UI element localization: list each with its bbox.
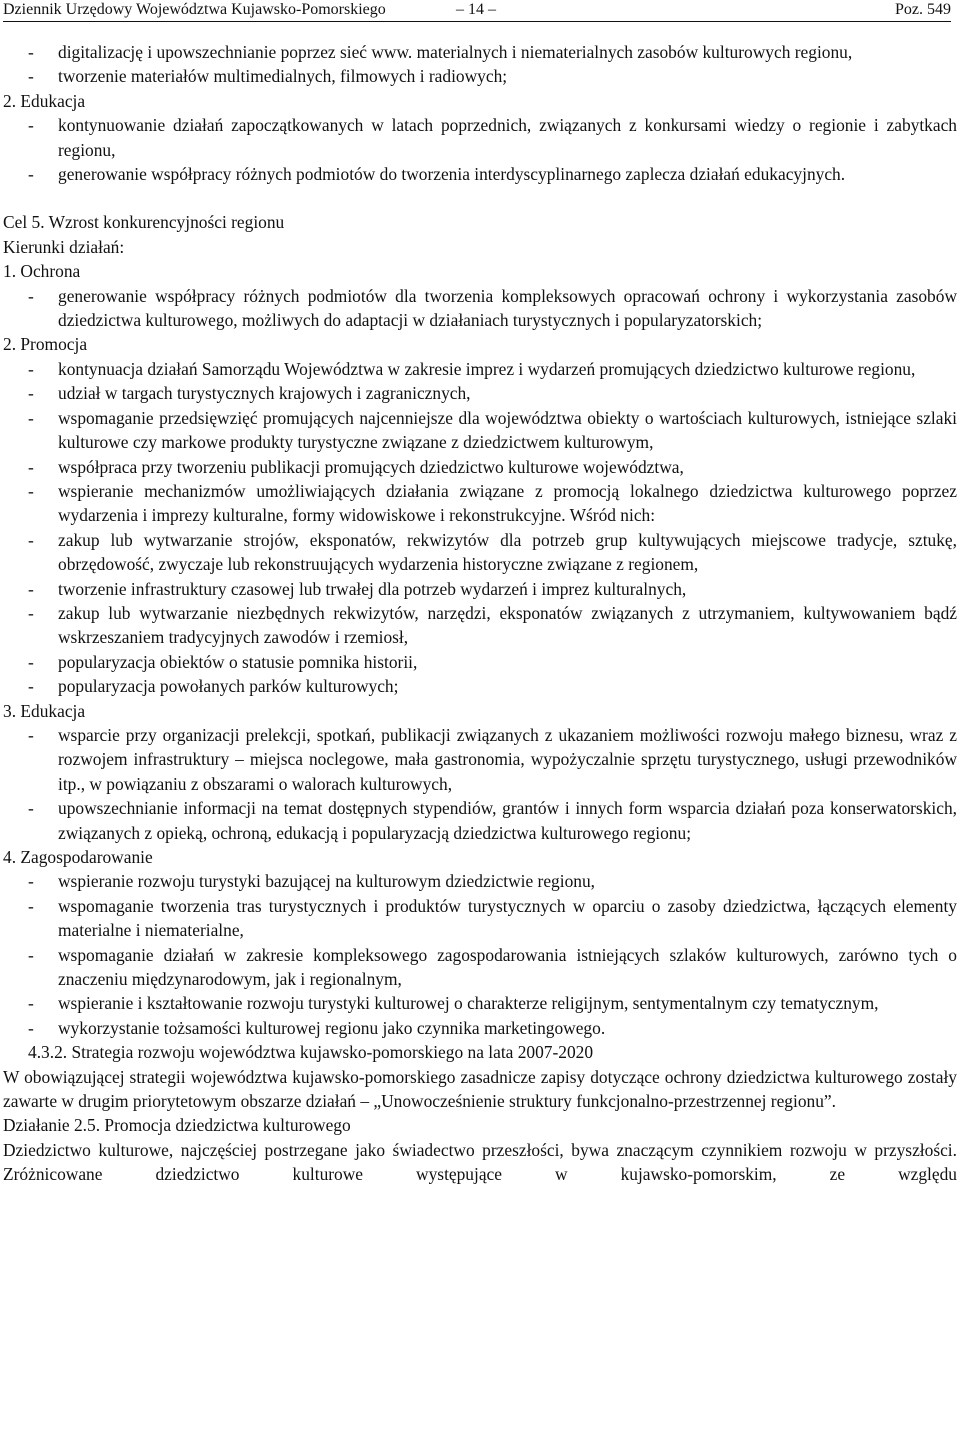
position-number: Poz. 549 bbox=[895, 1, 951, 18]
list-bullet: - bbox=[28, 944, 34, 965]
list-item-text: wykorzystanie tożsamości kulturowej regionu jako czynnika marketingowego. bbox=[58, 1017, 606, 1038]
list-item-text: digitalizację i upowszechnianie poprzez sieć www. materialnych i niematerialnych zasobów kulturowych regionu, bbox=[58, 42, 853, 62]
list-item bbox=[3, 113, 957, 162]
list-item bbox=[3, 869, 957, 893]
list-item bbox=[3, 601, 957, 650]
header-rule bbox=[3, 21, 951, 22]
list-item bbox=[3, 357, 957, 381]
list-item-text: wspieranie rozwoju turystyki bazującej na kulturowym dziedzictwie regionu, bbox=[58, 871, 596, 892]
heading: 2. Promocja bbox=[3, 334, 88, 355]
list-bullet: - bbox=[28, 798, 34, 819]
list-bullet: - bbox=[28, 285, 34, 306]
list-bullet: - bbox=[28, 651, 34, 672]
list-bullet: - bbox=[28, 407, 34, 428]
list-item bbox=[3, 406, 957, 455]
list-bullet: - bbox=[28, 1017, 34, 1038]
list-bullet: - bbox=[28, 529, 34, 550]
list-item bbox=[3, 64, 957, 88]
heading: 4. Zagospodarowanie bbox=[3, 847, 153, 867]
list-item bbox=[3, 40, 957, 64]
heading: 2. Edukacja bbox=[3, 90, 86, 111]
list-item-text: upowszechnianie informacji na temat dostępnych stypendiów, grantów i innych form wsparcia działań poza konserwatorskich, związanych z opieką, ochroną, edukacją i popularyzacją dziedzictwa kulturowego regionu; bbox=[58, 798, 957, 843]
list-bullet: - bbox=[28, 456, 34, 477]
list-item-text: generowanie współpracy różnych podmiotów dla tworzenia kompleksowych opracowań ochrony i wykorzystania zasobów dziedzictwa kulturowego, możliwych do adaptacji w działaniach turystycznych i popularyzatorskich; bbox=[58, 285, 957, 331]
list-item-text: zakup lub wytwarzanie niezbędnych rekwizytów, narzędzi, eksponatów związanych z utrzymaniem, kultywowaniem bądź wskrzeszaniem tradycyjnych zawodów i rzemiosł, bbox=[58, 602, 957, 648]
list-item-text: współpraca przy tworzeniu publikacji promujących dziedzictwo kulturowe województwa, bbox=[58, 456, 684, 477]
list-bullet: - bbox=[28, 871, 34, 892]
list-item-text: generowanie współpracy różnych podmiotów do tworzenia interdyscyplinarnego zaplecza działań edukacyjnych. bbox=[58, 164, 846, 185]
list-bullet: - bbox=[28, 602, 34, 623]
list-bullet: - bbox=[28, 42, 34, 62]
list-item-text: zakup lub wytwarzanie strojów, eksponatów, rekwizytów dla potrzeb grup kultywujących miejscowe tradycje, sztukę, obrzędowość, zwyczaje lub rekonstruujących wydarzenia historyczne związane z regionem, bbox=[58, 529, 957, 575]
list-item bbox=[3, 943, 957, 992]
heading: 4.3.2. Strategia rozwoju województwa kujawsko-pomorskiego na lata 2007-2020 bbox=[28, 1042, 594, 1063]
paragraph: Dziedzictwo kulturowe, najczęściej postrzegane jako świadectwo przeszłości, bywa znaczącym czynnikiem rozwoju w przyszłości. Zróżnicowane dziedzictwo kulturowe występujące w kujawsko-pomorskim, ze względu bbox=[3, 1139, 957, 1185]
list-item bbox=[3, 650, 957, 674]
list-item-text: wspomaganie tworzenia tras turystycznych i produktów turystycznych w oparciu o zasoby dziedzictwa, łączących elementy materialne i niematerialne, bbox=[58, 895, 957, 941]
list-item bbox=[3, 577, 957, 601]
list-item bbox=[3, 1016, 957, 1040]
list-item-text: kontynuowanie działań zapoczątkowanych w latach poprzednich, związanych z konkursami wiedzy o regionie i zabytkach regionu, bbox=[58, 115, 957, 160]
list-item bbox=[3, 381, 957, 405]
spacer bbox=[3, 186, 957, 210]
paragraph: W obowiązującej strategii województwa kujawsko-pomorskiego zasadnicze zapisy dotyczące ochrony dziedzictwa kulturowego zostały zawarte w drugim priorytetowym obszarze działań – „Unowocześnienie struktury funkcjonalno-przestrzennej regionu”. bbox=[3, 1066, 957, 1112]
list-bullet: - bbox=[28, 66, 34, 87]
list-bullet: - bbox=[28, 480, 34, 501]
list-item-text: wspieranie mechanizmów umożliwiających działania związane z promocją lokalnego dziedzictwa kulturowego poprzez wydarzenia i imprezy kulturalne, formy widowiskowe i rekonstrukcyjne. Wśród nich: bbox=[58, 480, 957, 526]
list-item-text: popularyzacja obiektów o statusie pomnika historii, bbox=[58, 651, 418, 672]
heading: Działanie 2.5. Promocja dziedzictwa kulturowego bbox=[3, 1115, 351, 1136]
list-item-text: popularyzacja powołanych parków kulturowych; bbox=[58, 676, 399, 697]
list-bullet: - bbox=[28, 895, 34, 916]
list-bullet: - bbox=[28, 383, 34, 404]
list-bullet: - bbox=[28, 164, 34, 185]
list-item-text: wsparcie przy organizacji prelekcji, spotkań, publikacji związanych z ukazaniem możliwości rozwoju małego biznesu, wraz z rozwojem infrastruktury – miejsca noclegowe, mała gastronomia, wypożyczalnie sprzętu turystycznego, usługi przewodników itp., w powiązaniu z obszarami o walorach kulturowych, bbox=[58, 724, 957, 794]
list-bullet: - bbox=[28, 358, 34, 379]
document-body bbox=[3, 40, 957, 1187]
list-item-text: tworzenie materiałów multimedialnych, filmowych i radiowych; bbox=[58, 66, 508, 87]
list-item bbox=[3, 674, 957, 698]
list-bullet: - bbox=[28, 578, 34, 599]
journal-title: Dziennik Urzędowy Województwa Kujawsko-Pomorskiego bbox=[3, 1, 386, 18]
list-item bbox=[3, 479, 957, 528]
list-item bbox=[3, 162, 957, 186]
list-item-text: wspomaganie działań w zakresie kompleksowego zagospodarowania istniejących szlaków kulturowych, zarówno tych o znaczeniu międzynarodowym, jak i regionalnym, bbox=[58, 944, 957, 990]
page-number: – 14 – bbox=[456, 1, 496, 18]
list-item bbox=[3, 284, 957, 333]
list-item bbox=[3, 991, 957, 1015]
heading: 1. Ochrona bbox=[3, 261, 81, 282]
list-item bbox=[3, 528, 957, 577]
list-bullet: - bbox=[28, 676, 34, 697]
list-item bbox=[3, 455, 957, 479]
list-item-text: tworzenie infrastruktury czasowej lub trwałej dla potrzeb wydarzeń i imprez kulturalnych, bbox=[58, 578, 687, 599]
list-item-text: wspieranie i kształtowanie rozwoju turystyki kulturowej o charakterze religijnym, sentymentalnym czy tematycznym, bbox=[58, 993, 879, 1014]
page-header bbox=[3, 0, 951, 20]
heading: Kierunki działań: bbox=[3, 236, 125, 257]
list-item-text: kontynuacja działań Samorządu Województwa w zakresie imprez i wydarzeń promujących dziedzictwo kulturowe regionu, bbox=[58, 358, 916, 379]
list-item-text: wspomaganie przedsięwzięć promujących najcenniejsze dla województwa obiekty o wartościach kulturowych, istniejące szlaki kulturowe czy markowe produkty turystyczne związane z dziedzictwem kulturowym, bbox=[58, 407, 957, 453]
list-item bbox=[3, 723, 957, 796]
list-bullet: - bbox=[28, 115, 34, 136]
list-item-text: udział w targach turystycznych krajowych i zagranicznych, bbox=[58, 383, 471, 404]
heading: Cel 5. Wzrost konkurencyjności regionu bbox=[3, 212, 285, 233]
list-bullet: - bbox=[28, 993, 34, 1014]
heading: 3. Edukacja bbox=[3, 700, 86, 721]
list-item bbox=[3, 894, 957, 943]
list-bullet: - bbox=[28, 724, 34, 745]
list-item bbox=[3, 796, 957, 845]
